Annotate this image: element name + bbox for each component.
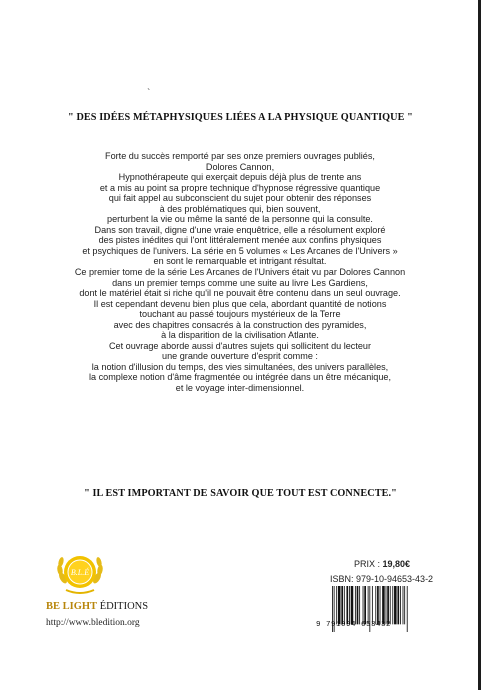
synopsis-line: et le voyage inter-dimensionnel. bbox=[175, 383, 305, 394]
isbn-number: ISBN: 979-10-94653-43-2 bbox=[330, 574, 434, 584]
synopsis-line: la complexe notion d'âme fragmentée ou intégrée dans un être mécanique, bbox=[88, 372, 392, 383]
barcode-bar bbox=[338, 586, 341, 624]
headline-bottom: " IL EST IMPORTANT DE SAVOIR QUE TOUT EST CONNECTE." bbox=[84, 488, 397, 499]
publisher-name-part1: BE LIGHT bbox=[46, 601, 98, 612]
publisher-name bbox=[46, 601, 148, 612]
synopsis-line: en sont le remarquable et intrigant résultat. bbox=[153, 256, 327, 267]
barcode-bar bbox=[386, 586, 387, 624]
synopsis-line: qui fait appel au subconscient du sujet pour obtenir des réponses bbox=[108, 193, 372, 204]
tick-mark: ` bbox=[147, 88, 151, 99]
synopsis-line: et psychiques de l'univers. La série en 5 volumes « Les Arcanes de l'Univers » bbox=[82, 245, 398, 256]
barcode-bar bbox=[404, 586, 405, 624]
publisher-logo-icon bbox=[54, 548, 106, 598]
synopsis-line: dont le matériel était si riche qu'il ne pouvait être contenu dans un seul ouvrage. bbox=[79, 288, 401, 299]
barcode-bar bbox=[380, 586, 381, 624]
synopsis-line: Dolores Cannon, bbox=[205, 161, 275, 172]
synopsis-line: et a mis au point sa propre technique d'hypnose régressive quantique bbox=[99, 182, 381, 193]
barcode-bar bbox=[364, 586, 366, 624]
barcode-bar bbox=[397, 586, 399, 624]
synopsis-line: Hypnothérapeute qui exerçait depuis déjà plus de trente ans bbox=[118, 172, 362, 183]
barcode-bar bbox=[394, 586, 397, 624]
synopsis-line: Il est cependant devenu bien plus que cela, abordant quantité de notions bbox=[93, 298, 387, 309]
barcode-bar bbox=[372, 586, 373, 624]
barcode-digits: 9 791094 653432 bbox=[316, 621, 392, 629]
barcode-bar bbox=[400, 586, 401, 624]
synopsis-line: touchant au passé toujours mystérieux de la Terre bbox=[139, 309, 341, 320]
synopsis-line: à des problématiques qui, bien souvent, bbox=[159, 203, 321, 214]
price-value: 19,80€ bbox=[382, 559, 411, 569]
synopsis-line: à la disparition de la civilisation Atlante. bbox=[161, 330, 319, 341]
barcode-bar bbox=[382, 586, 385, 624]
barcode-bar bbox=[377, 586, 379, 624]
synopsis-line: Dans son travail, digne d'une vraie enquêtrice, elle a résolument exploré bbox=[94, 224, 386, 235]
synopsis-line: Cet ouvrage aborde aussi d'autres sujets qui sollicitent du lecteur bbox=[108, 340, 372, 351]
price-label: PRIX : bbox=[354, 559, 383, 569]
synopsis-text bbox=[70, 151, 410, 394]
headline-top: " DES IDÉES MÉTAPHYSIQUES LIÉES A LA PHYSIQUE QUANTIQUE " bbox=[68, 112, 413, 123]
logo-text: B.L.É bbox=[70, 568, 90, 577]
synopsis-line: une grande ouverture d'esprit comme : bbox=[162, 351, 318, 362]
barcode-bar bbox=[403, 586, 404, 624]
synopsis-line: dans un premier temps comme une suite au livre Les Gardiens, bbox=[112, 277, 368, 288]
barcode-bar bbox=[390, 586, 391, 624]
synopsis-line: la notion d'illusion du temps, des vies simultanées, des univers parallèles, bbox=[91, 361, 389, 372]
barcode-bar bbox=[357, 586, 359, 624]
barcode-bar bbox=[359, 586, 360, 624]
price bbox=[354, 559, 410, 569]
barcode-bar bbox=[349, 586, 350, 624]
barcode-bar bbox=[375, 586, 376, 624]
synopsis-line: Ce premier tome de la série Les Arcanes de l'Univers était vu par Dolores Cannon bbox=[74, 267, 406, 278]
barcode-bar bbox=[368, 586, 369, 624]
publisher-name-part2: ÉDITIONS bbox=[97, 601, 149, 612]
synopsis-line: Forte du succès remporté par ses onze premiers ouvrages publiés, bbox=[105, 151, 375, 161]
barcode-bar bbox=[355, 586, 356, 624]
publisher-website-link[interactable]: http://www.bledition.org bbox=[46, 618, 140, 628]
barcode-bar bbox=[346, 586, 348, 624]
barcode-bar bbox=[344, 586, 345, 624]
barcode-bar bbox=[387, 586, 389, 624]
barcode-bar bbox=[341, 586, 343, 624]
barcode-bar bbox=[392, 586, 393, 624]
synopsis-line: perturbent la vie ou même la santé de la personne qui la consulte. bbox=[107, 214, 373, 225]
synopsis-line: des pistes inédites qui l'ont littéralement menée aux confins physiques bbox=[98, 235, 382, 246]
barcode-bar bbox=[363, 586, 364, 624]
barcode-bar bbox=[336, 586, 337, 624]
barcode-bar bbox=[351, 586, 354, 624]
barcode-bar bbox=[407, 586, 408, 632]
synopsis-line: avec des chapitres consacrés à la construction des pyramides, bbox=[113, 319, 367, 330]
